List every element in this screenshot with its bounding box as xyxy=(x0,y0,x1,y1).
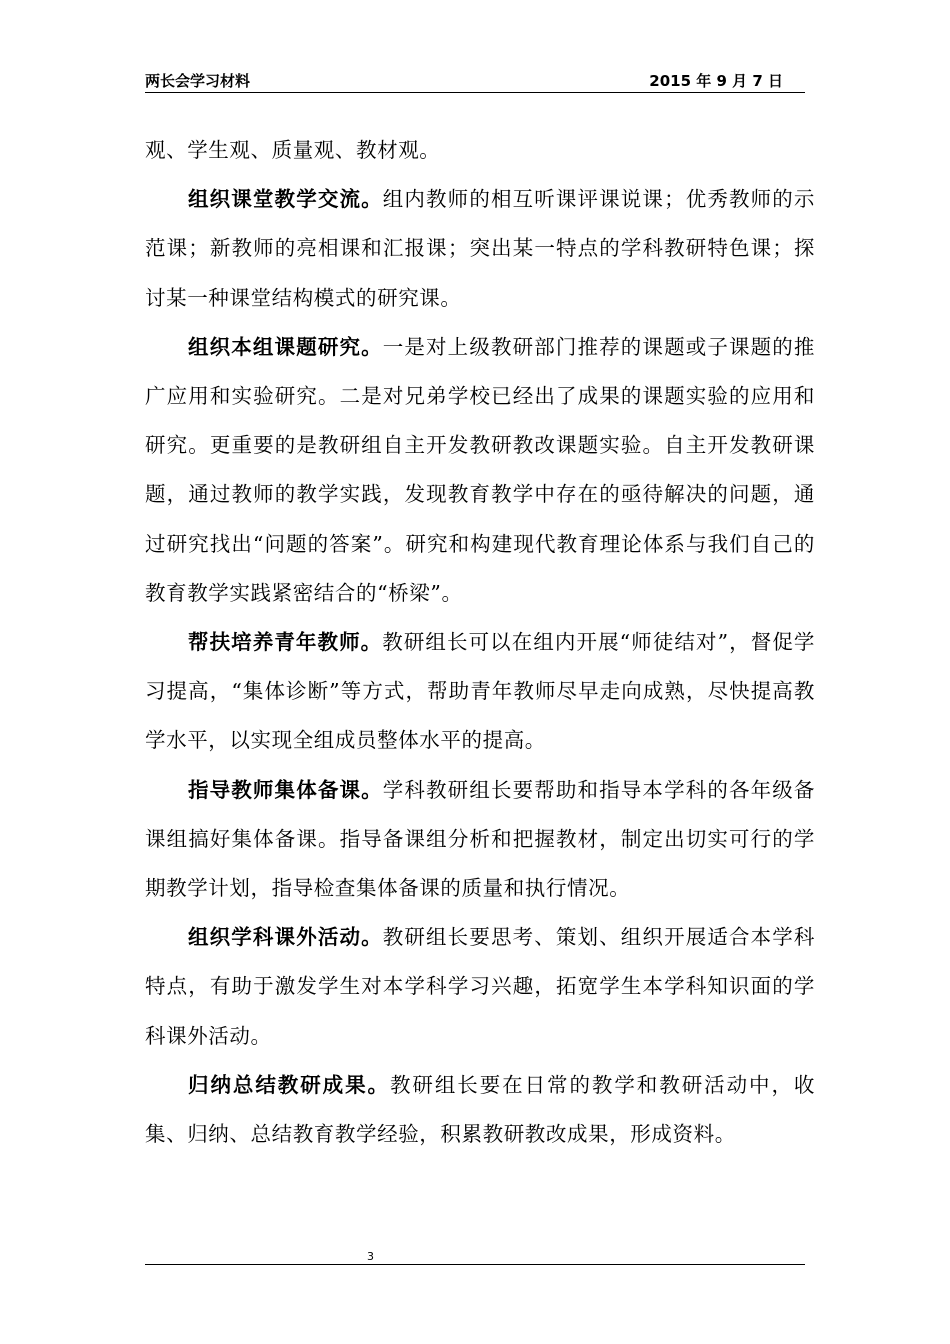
document-body xyxy=(145,126,815,1159)
paragraph-text: 学科教研组长要帮助和指导本学科的各年级备课组搞好集体备课。指导备课组分析和把握教材，制定出切实可行的学期教学计划，指导检查集体备课的质量和执行情况。 xyxy=(145,777,816,901)
paragraph-collective-lesson-prep xyxy=(145,766,815,914)
paragraph-heading: 组织学科课外活动。 xyxy=(188,925,383,950)
paragraph-text: 观、学生观、质量观、教材观。 xyxy=(145,138,441,162)
paragraph-heading: 组织课堂教学交流。 xyxy=(188,187,383,212)
page-header xyxy=(145,66,805,93)
paragraph-text: 一是对上级教研部门推荐的课题或子课题的推广应用和实验研究。二是对兄弟学校已经出了成果的课题实验的应用和研究。更重要的是教研组自主开发教研教改课题实验。自主开发教研课题，通过教师的教学实践，发现教育教学中存在的亟待解决的问题，通过研究找出“问题的答案”。研究和构建现代教育理论体系与我们自己的教育教学实践紧密结合的“桥梁”。 xyxy=(145,334,816,605)
paragraph-extracurricular xyxy=(145,913,815,1061)
paragraph-text: 教研组长要思考、策划、组织开展适合本学科特点，有助于激发学生对本学科学习兴趣，拓宽学生本学科知识面的学科课外活动。 xyxy=(145,925,816,1048)
paragraph-text: 教研组长要在日常的教学和教研活动中，收集、归纳、总结教育教学经验，积累教研教改成果，形成资料。 xyxy=(145,1072,815,1147)
paragraph-heading: 帮扶培养青年教师。 xyxy=(188,630,383,655)
paragraph-classroom-exchange xyxy=(145,175,815,323)
paragraph-heading: 归纳总结教研成果。 xyxy=(188,1072,390,1097)
paragraph-heading: 组织本组课题研究。 xyxy=(188,334,383,359)
paragraph-topic-research xyxy=(145,323,815,618)
paragraph-text: 教研组长可以在组内开展“师徒结对”，督促学习提高，“集体诊断”等方式，帮助青年教师尽早走向成熟，尽快提高教学水平，以实现全组成员整体水平的提高。 xyxy=(145,630,816,753)
footer-divider xyxy=(145,1264,805,1265)
header-date: 2015 年 9 月 7 日 xyxy=(649,72,783,90)
paragraph-text: 组内教师的相互听课评课说课；优秀教师的示范课；新教师的亮相课和汇报课；突出某一特点的学科教研特色课；探讨某一种课堂结构模式的研究课。 xyxy=(145,187,816,310)
paragraph-heading: 指导教师集体备课。 xyxy=(188,777,383,802)
paragraph-continuation xyxy=(145,126,815,175)
paragraph-young-teachers xyxy=(145,618,815,766)
page-number: 3 xyxy=(367,1250,374,1263)
paragraph-summarize-results xyxy=(145,1061,815,1159)
header-title: 两长会学习材料 xyxy=(145,72,251,90)
